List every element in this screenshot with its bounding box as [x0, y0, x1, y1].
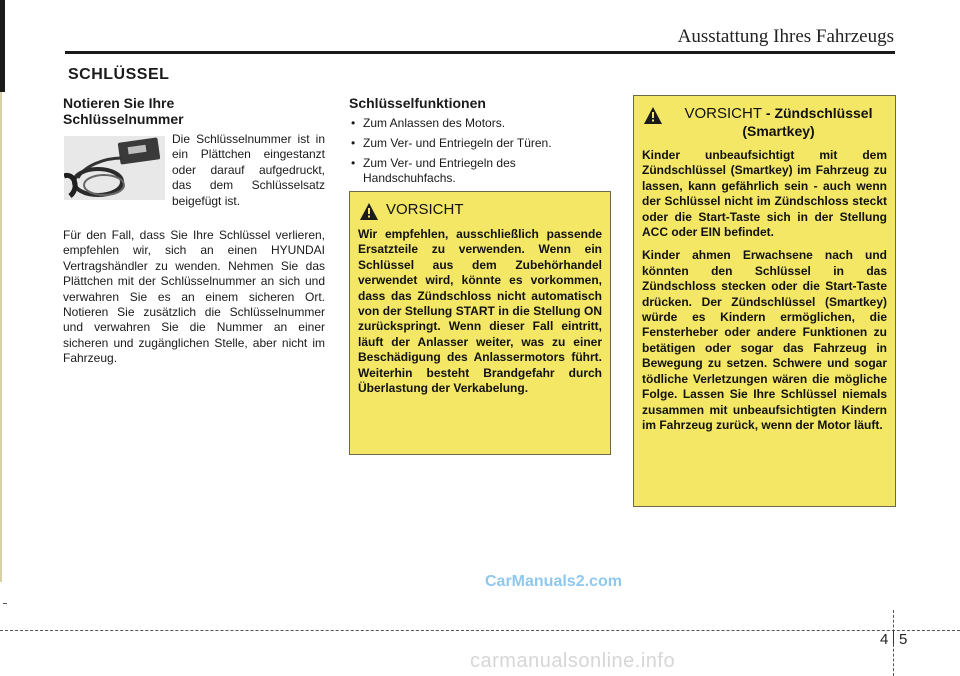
footer-rule [0, 630, 960, 631]
caution-title: VORSICHT [386, 201, 464, 218]
left-margin-bar [0, 0, 5, 92]
running-header: Ausstattung Ihres Fahrzeugs [677, 26, 894, 47]
list-item: • Zum Anlassen des Motors. [349, 116, 611, 131]
caution-paragraph: Kinder ahmen Erwachsene nach und könnten den Schlüssel in das Zündschloss stecken oder die Start-Taste drücken. Der Zündschlüssel (Smartkey) würde es Kindern ermöglichen, die Fensterheber oder andere Funktionen zu betätigen oder sogar das Fahrzeug in Bewegung zu setzen. Schwere und sogar tödliche Verletzungen wären die mögliche Folge. Lassen Sie Ihre Schlüssel niemals zusammen mit unbeaufsichtigten Kindern im Fahrzeug zurück, wenn der Motor läuft. [642, 248, 887, 432]
key-image-block [63, 130, 325, 228]
list-item: • Zum Ver- und Entriegeln der Türen. [349, 136, 611, 151]
warning-triangle-icon [360, 203, 378, 220]
caution-title-line2: (Smartkey) [742, 123, 815, 139]
key-image-caption: Die Schlüsselnummer ist in ein Plättchen eingestanzt oder darauf aufgedruckt, das dem Schlüsselsatz beigefügt ist. [172, 132, 325, 208]
left-margin-line [0, 92, 2, 582]
left-column [63, 95, 325, 367]
caution-box-aftermarket-key [349, 191, 611, 455]
page-number-separator-mark [893, 630, 894, 644]
page-number: 5 [899, 631, 908, 648]
caution-title-suffix: - Zündschlüssel [762, 105, 873, 121]
key-functions-heading: Schlüsselfunktionen [349, 95, 486, 111]
key-number-body: Für den Fall, dass Sie Ihre Schlüssel verlieren, empfehlen wir, sich an einen HYUNDAI Vertragshändler zu wenden. Nehmen Sie das Plättchen mit der Schlüsselnummer an sich und verwahren Sie es an einem sicheren Ort. Notieren Sie zusätzlich die Schlüsselnummer und verwahren Sie die Nummer an einer sicheren und zugänglichen Stelle, aber nicht im Fahrzeug. [63, 228, 325, 366]
left-margin-tick [3, 603, 7, 604]
caution-text: Wir empfehlen, ausschließlich passende Ersatzteile zu verwenden. Wenn ein Schlüssel aus dem Zubehörhandel verwendet wird, könnte es vorkommen, dass das Zündschloss nicht automatisch von der Stellung START in die Stellung ON zurückspringt. Wenn dieser Fall eintritt, läuft der Anlasser weiter, was zu einer Beschädigung des Anlassermotors führt. Weiterhin besteht Brandgefahr durch Überlastung der Verkabelung. [358, 227, 602, 396]
caution-title-block [670, 105, 887, 141]
header-rule [65, 51, 895, 54]
caution-box-header [642, 105, 887, 141]
key-functions-list [349, 116, 611, 186]
key-tag-illustration [64, 136, 165, 200]
key-number-heading: Notieren Sie Ihre Schlüsselnummer [63, 95, 184, 127]
list-item: • Zum Ver- und Entriegeln des Handschuhfachs. [349, 156, 611, 186]
caution-box-smartkey [633, 95, 896, 507]
site-watermark: carmanualsonline.info [470, 650, 676, 672]
caution-paragraph: Kinder unbeaufsichtigt mit dem Zündschlüssel (Smartkey) im Fahrzeug zu lassen, kann gefährlich sein - auch wenn der Schlüssel nicht im Zündschloss steckt oder die Start-Taste sich in der Stellung ACC oder EIN befindet. [642, 148, 887, 240]
chapter-number: 4 [880, 631, 889, 648]
middle-column [349, 95, 611, 191]
caution-box-header [358, 201, 602, 220]
section-title: SCHLÜSSEL [68, 66, 170, 83]
carmanuals-watermark[interactable]: CarManuals2.com [485, 573, 622, 590]
caution-title: VORSICHT [684, 105, 763, 122]
warning-triangle-icon [644, 107, 662, 124]
